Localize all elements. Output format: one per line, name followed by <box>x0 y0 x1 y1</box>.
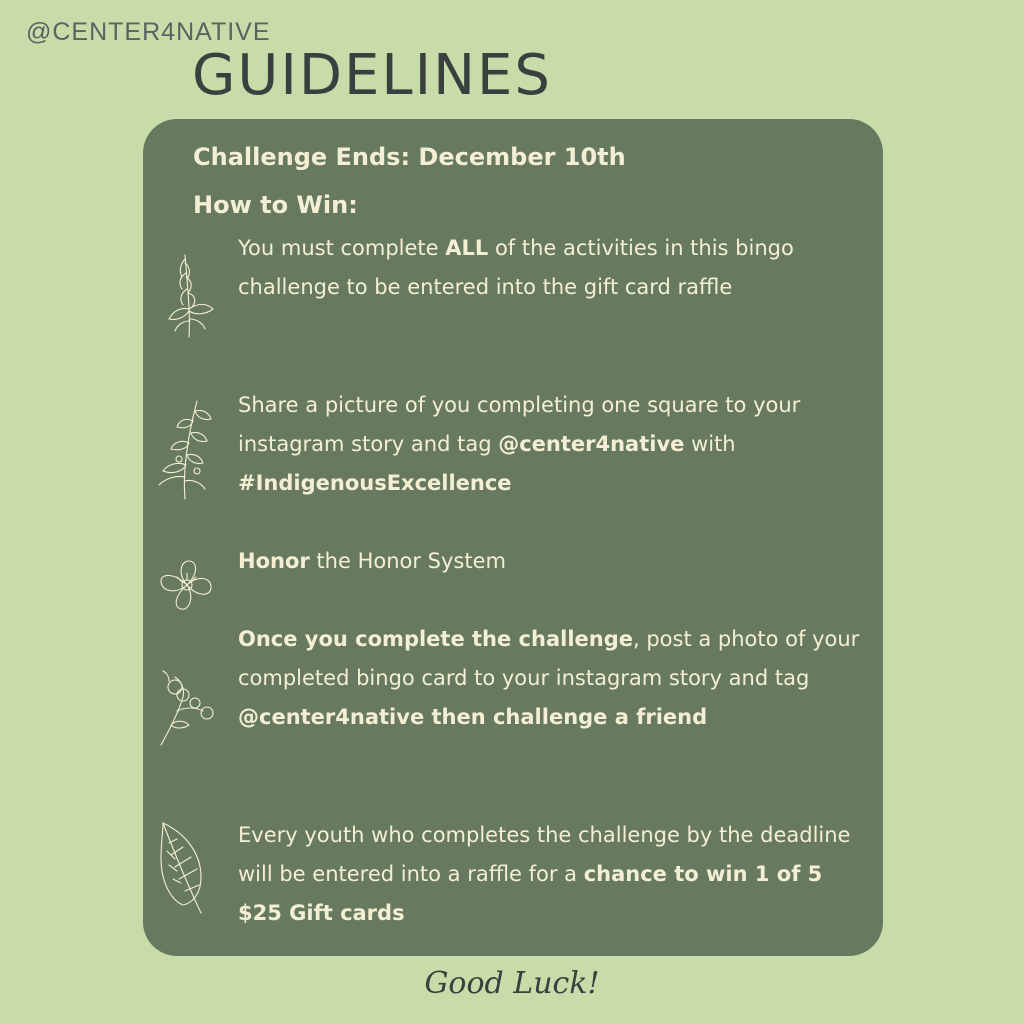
how-to-win-heading: How to Win: <box>193 191 358 219</box>
leaf-icon <box>155 819 211 915</box>
sign-off: Good Luck! <box>424 966 600 1001</box>
flower-icon <box>155 555 219 617</box>
grass-sprig-icon <box>163 249 219 339</box>
rule-5: Every youth who completes the challenge by the deadline will be entered into a raffle for a chance to win 1 of 5 $25 Gift cards <box>238 823 851 925</box>
rule-4: Once you complete the challenge, post a photo of your completed bingo card to your instagram story and tag @center4native then challenge a friend <box>238 627 860 729</box>
guidelines-card <box>143 119 883 956</box>
leafy-branch-icon <box>151 397 217 501</box>
berry-branch-icon <box>157 667 215 747</box>
rule-1: You must complete ALL of the activities in this bingo challenge to be entered into the gift card raffle <box>238 236 794 299</box>
rule-2: Share a picture of you completing one square to your instagram story and tag @center4native with #IndigenousExcellence <box>238 393 801 495</box>
rule-3: Honor the Honor System <box>238 549 506 573</box>
challenge-end-date: Challenge Ends: December 10th <box>193 143 626 171</box>
page-title: GUIDELINES <box>192 43 552 108</box>
handle: @CENTER4NATIVE <box>26 18 271 46</box>
